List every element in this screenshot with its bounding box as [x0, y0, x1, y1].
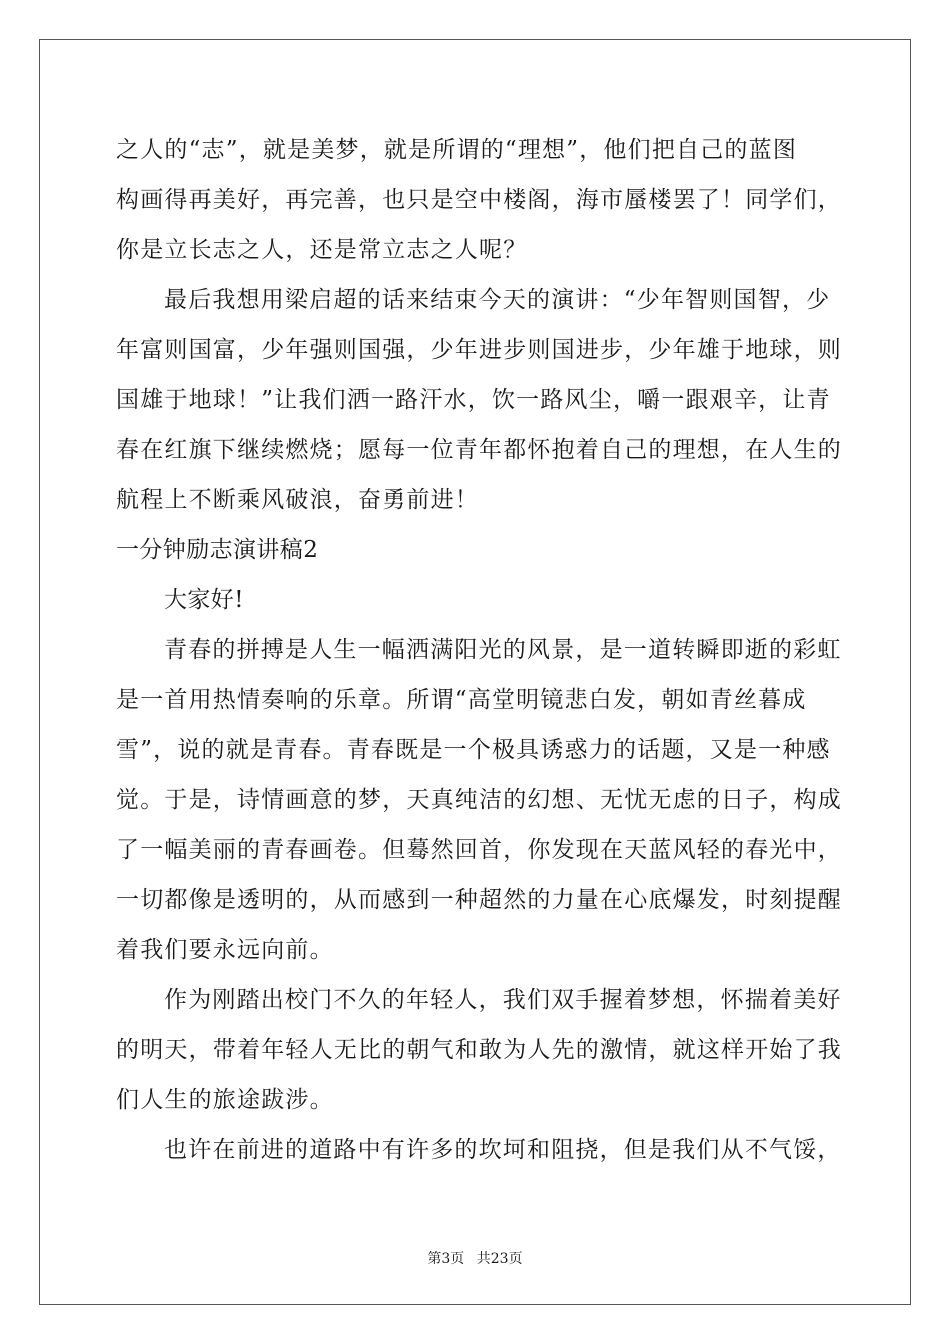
text-line: 构画得再美好，再完善，也只是空中楼阁，海市蜃楼罢了！同学们，: [116, 187, 842, 213]
text-line: 雪”，说的就是青春。青春既是一个极具诱惑力的话题，又是一种感: [116, 737, 831, 763]
page-total: 共23页: [476, 1251, 523, 1267]
text-line: 着我们要永远向前。: [116, 937, 334, 963]
text-line: 的明天，带着年轻人无比的朝气和敢为人先的激情，就这样开始了我: [116, 1037, 842, 1063]
text-line: 作为刚踏出校门不久的年轻人，我们双手握着梦想，怀揣着美好: [164, 987, 842, 1013]
page-number: 第3页: [427, 1251, 465, 1267]
text-line: 年富则国富，少年强则国强，少年进步则国进步，少年雄于地球，则: [116, 337, 842, 363]
text-line: 一切都像是透明的，从而感到一种超然的力量在心底爆发，时刻提醒: [116, 887, 842, 913]
text-line: 之人的“志”，就是美梦，就是所谓的“理想”，他们把自己的蓝图: [116, 137, 798, 163]
text-line: 也许在前进的道路中有许多的坎坷和阻挠，但是我们从不气馁，: [164, 1137, 842, 1163]
section-heading: 一分钟励志演讲稿2: [116, 537, 319, 563]
text-line: 觉。于是，诗情画意的梦，天真纯洁的幻想、无忧无虑的日子，构成: [116, 787, 842, 813]
text-line: 国雄于地球！”让我们洒一路汗水，饮一路风尘，嚼一跟艰辛，让青: [116, 387, 831, 413]
page-footer: [0, 1248, 950, 1268]
text-line: 你是立长志之人，还是常立志之人呢？: [116, 237, 528, 263]
document-body: [116, 125, 842, 1175]
text-line: 们人生的旅途跋涉。: [116, 1087, 334, 1113]
text-line: 最后我想用梁启超的话来结束今天的演讲：“少年智则国智，少: [164, 287, 831, 313]
text-line: 春在红旗下继续燃烧；愿每一位青年都怀抱着自己的理想，在人生的: [116, 437, 842, 463]
text-line: 了一幅美丽的青春画卷。但蓦然回首，你发现在天蓝风轻的春光中，: [116, 837, 842, 863]
text-line: 青春的拼搏是人生一幅洒满阳光的风景，是一道转瞬即逝的彩虹: [164, 637, 842, 663]
salutation: 大家好!: [164, 587, 244, 613]
text-line: 航程上不断乘风破浪，奋勇前进！: [116, 487, 479, 513]
text-line: 是一首用热情奏响的乐章。所谓“高堂明镜悲白发，朝如青丝暮成: [116, 687, 807, 713]
